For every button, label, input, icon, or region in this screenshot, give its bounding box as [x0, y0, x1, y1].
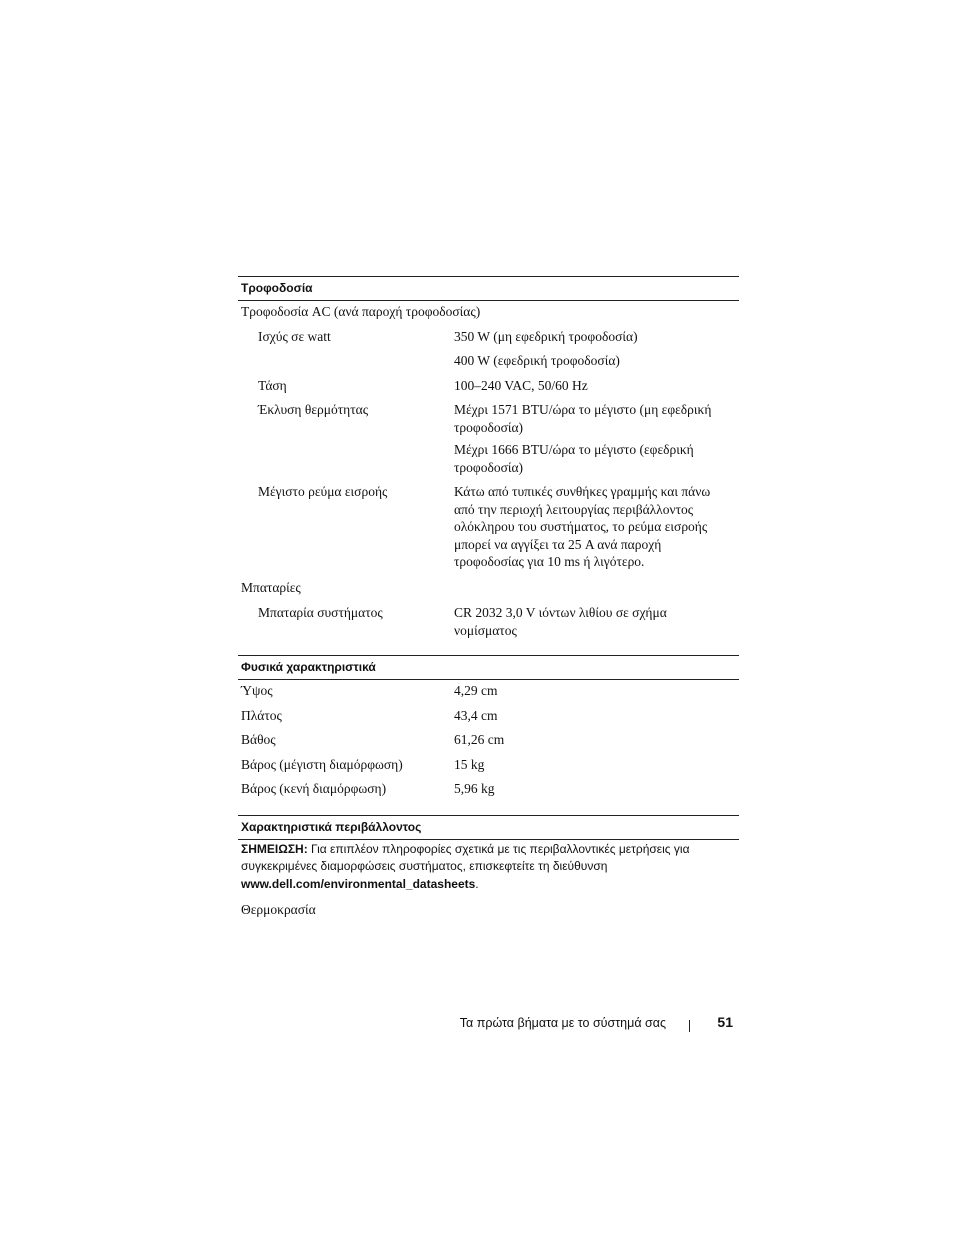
temperature-title-row	[238, 901, 739, 919]
wattage-row-2	[238, 352, 739, 370]
heat-label: Έκλυση θερμότητας	[258, 402, 369, 417]
environmental-datasheets-link[interactable]: www.dell.com/environmental_datasheets	[241, 876, 476, 891]
power-ac-title: Τροφοδοσία AC (ανά παροχή τροφοδοσίας)	[241, 304, 481, 319]
note	[238, 841, 739, 894]
wattage-value-1: 350 W (μη εφεδρική τροφοδοσία)	[454, 328, 638, 344]
table-row	[238, 682, 739, 700]
table-row	[238, 780, 739, 798]
batteries-title-row	[238, 579, 739, 597]
footer-title: Τα πρώτα βήματα με το σύστημά σας	[459, 1016, 666, 1030]
wattage-value-2: 400 W (εφεδρική τροφοδοσία)	[454, 353, 620, 368]
footer-separator	[689, 1020, 690, 1032]
voltage-value: 100–240 VAC, 50/60 Hz	[454, 377, 588, 393]
system-battery-label: Μπαταρία συστήματος	[258, 605, 383, 620]
batteries-title: Μπαταρίες	[241, 579, 301, 595]
physical-heading: Φυσικά χαρακτηριστικά	[241, 660, 376, 674]
weight-max-value: 15 kg	[454, 756, 485, 772]
heat-value-1: Μέχρι 1571 BTU/ώρα το μέγιστο (μη εφεδρική τροφοδοσία)	[454, 402, 712, 435]
heat-row-2	[238, 441, 739, 476]
wattage-row	[238, 328, 739, 346]
system-battery-value: CR 2032 3,0 V ιόντων λιθίου σε σχήμα νομίσματος	[454, 605, 667, 638]
temperature-title: Θερμοκρασία	[241, 902, 316, 917]
weight-max-label: Βάρος (μέγιστη διαμόρφωση)	[241, 756, 403, 772]
power-ac-title-row	[238, 303, 739, 321]
note-end: .	[475, 876, 479, 891]
weight-empty-label: Βάρος (κενή διαμόρφωση)	[241, 781, 387, 796]
page-number: 51	[717, 1014, 733, 1030]
width-label: Πλάτος	[241, 707, 282, 723]
width-value: 43,4 cm	[454, 707, 498, 723]
inrush-value: Κάτω από τυπικές συνθήκες γραμμής και πάνω από την περιοχή λειτουργίας περιβάλλοντος ολόκληρου του συστήματος, το ρεύμα εισροής μπορεί να αγγίξει τα 25 A ανά παροχή τροφοδοσίας για 10 ms ή λιγότερο.	[454, 484, 711, 569]
inrush-row	[238, 483, 739, 571]
weight-empty-value: 5,96 kg	[454, 781, 495, 796]
table-row	[238, 731, 739, 749]
depth-value: 61,26 cm	[454, 732, 505, 747]
spec-table	[238, 276, 739, 919]
note-text: Για επιπλέον πληροφορίες σχετικά με τις περιβαλλοντικές μετρήσεις για συγκεκριμένες διαμορφώσεις συστήματος, επισκεφτείτε τη διεύθυνση	[241, 841, 690, 873]
height-label: Ύψος	[241, 683, 273, 698]
page-footer	[400, 1014, 734, 1034]
voltage-label: Τάση	[258, 377, 287, 393]
heat-value-2: Μέχρι 1666 BTU/ώρα το μέγιστο (εφεδρική τροφοδοσία)	[454, 442, 694, 475]
note-label: ΣΗΜΕΙΩΣΗ:	[241, 841, 308, 856]
table-row	[238, 707, 739, 725]
table-row	[238, 756, 739, 774]
wattage-label: Ισχύς σε watt	[258, 328, 331, 344]
power-heading: Τροφοδοσία	[241, 281, 313, 295]
voltage-row	[238, 377, 739, 395]
heat-row	[238, 401, 739, 436]
system-battery-row	[238, 604, 739, 639]
height-value: 4,29 cm	[454, 683, 498, 698]
inrush-label: Μέγιστο ρεύμα εισροής	[258, 484, 388, 499]
environment-heading: Χαρακτηριστικά περιβάλλοντος	[241, 819, 422, 834]
depth-label: Βάθος	[241, 732, 276, 747]
